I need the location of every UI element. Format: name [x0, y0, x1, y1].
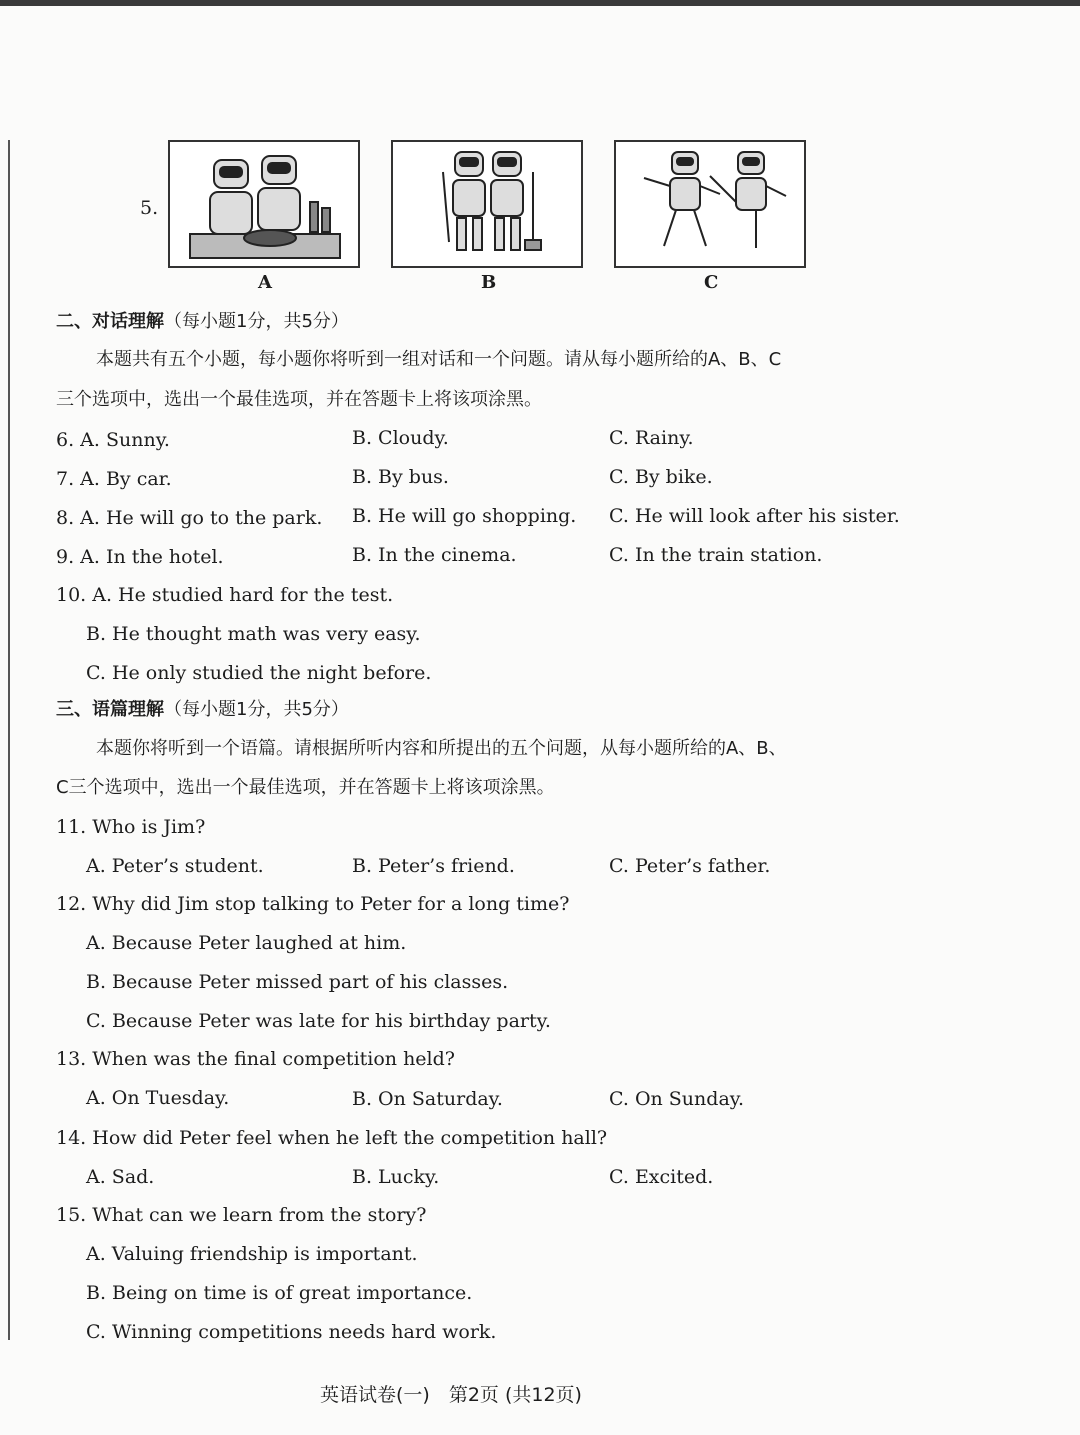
q11-option-b: B. Peter’s friend.: [352, 855, 515, 877]
section3-intro2: C三个选项中，选出一个最佳选项，并在答题卡上将该项涂黑。: [56, 777, 555, 798]
q6-option-b: B. Cloudy.: [352, 427, 449, 449]
q12-stem: 12. Why did Jim stop talking to Peter for a long time?: [56, 893, 570, 915]
section2-intro2: 三个选项中，选出一个最佳选项，并在答题卡上将该项涂黑。: [56, 389, 542, 410]
q13-stem: 13. When was the final competition held?: [56, 1048, 455, 1070]
q10-option-c: C. He only studied the night before.: [86, 662, 432, 684]
q15-option-b: B. Being on time is of great importance.: [86, 1282, 473, 1304]
q9-option-c: C. In the train station.: [609, 544, 823, 566]
q14-option-b: B. Lucky.: [352, 1166, 440, 1188]
picture-c: [614, 140, 806, 268]
q8-option-b: B. He will go shopping.: [352, 505, 577, 527]
section3-score: （每小题1分，共5分）: [164, 699, 349, 720]
q11-stem: 11. Who is Jim?: [56, 816, 206, 838]
q7-option-a: 7. A. By car.: [56, 468, 172, 490]
top-edge: [0, 0, 1080, 6]
q11-option-a: A. Peter’s student.: [86, 855, 264, 877]
left-margin-rule: [8, 140, 10, 1340]
q14-option-a: A. Sad.: [86, 1166, 155, 1188]
two-robots-fighting-icon: [616, 142, 804, 266]
q10-option-a: 10. A. He studied hard for the test.: [56, 584, 394, 606]
two-robots-sweeping-icon: [393, 142, 581, 266]
q12-option-b: B. Because Peter missed part of his classes.: [86, 971, 509, 993]
page-footer: 英语试卷(一) 第2页 (共12页): [320, 1384, 582, 1406]
q11-option-c: C. Peter’s father.: [609, 855, 771, 877]
q12-option-c: C. Because Peter was late for his birthday party.: [86, 1010, 551, 1032]
q15-option-c: C. Winning competitions needs hard work.: [86, 1321, 497, 1343]
q14-option-c: C. Excited.: [609, 1166, 714, 1188]
q6-option-c: C. Rainy.: [609, 427, 694, 449]
picture-a-label: A: [258, 272, 272, 293]
q13-option-c: C. On Sunday.: [609, 1088, 745, 1110]
q13-option-b: B. On Saturday.: [352, 1088, 503, 1110]
section3-heading: [56, 698, 349, 722]
q14-stem: 14. How did Peter feel when he left the competition hall?: [56, 1127, 608, 1149]
q13-option-a: A. On Tuesday.: [86, 1087, 230, 1109]
section2-title: 二、对话理解: [56, 311, 164, 332]
picture-b: [391, 140, 583, 268]
q8-option-c: C. He will look after his sister.: [609, 505, 900, 527]
q9-option-a: 9. A. In the hotel.: [56, 546, 224, 568]
picture-a: [168, 140, 360, 268]
section3-title: 三、语篇理解: [56, 699, 164, 720]
q6-option-a: 6. A. Sunny.: [56, 429, 170, 451]
q7-option-c: C. By bike.: [609, 466, 713, 488]
q15-stem: 15. What can we learn from the story?: [56, 1204, 427, 1226]
section2-score: （每小题1分，共5分）: [164, 311, 349, 332]
picture-b-label: B: [481, 272, 497, 293]
q15-option-a: A. Valuing friendship is important.: [86, 1243, 418, 1265]
picture-c-label: C: [704, 272, 719, 293]
q7-option-b: B. By bus.: [352, 466, 449, 488]
two-robots-cooking-icon: [170, 142, 358, 266]
section2-intro1: 本题共有五个小题，每小题你将听到一组对话和一个问题。请从每小题所给的A、B、C: [96, 349, 782, 370]
section2-heading: [56, 310, 349, 334]
section3-intro1: 本题你将听到一个语篇。请根据所听内容和所提出的五个问题，从每小题所给的A、B、: [96, 738, 787, 759]
q9-option-b: B. In the cinema.: [352, 544, 517, 566]
q8-option-a: 8. A. He will go to the park.: [56, 507, 323, 529]
q10-option-b: B. He thought math was very easy.: [86, 623, 421, 645]
q5-number: 5.: [140, 197, 159, 219]
q12-option-a: A. Because Peter laughed at him.: [86, 932, 407, 954]
